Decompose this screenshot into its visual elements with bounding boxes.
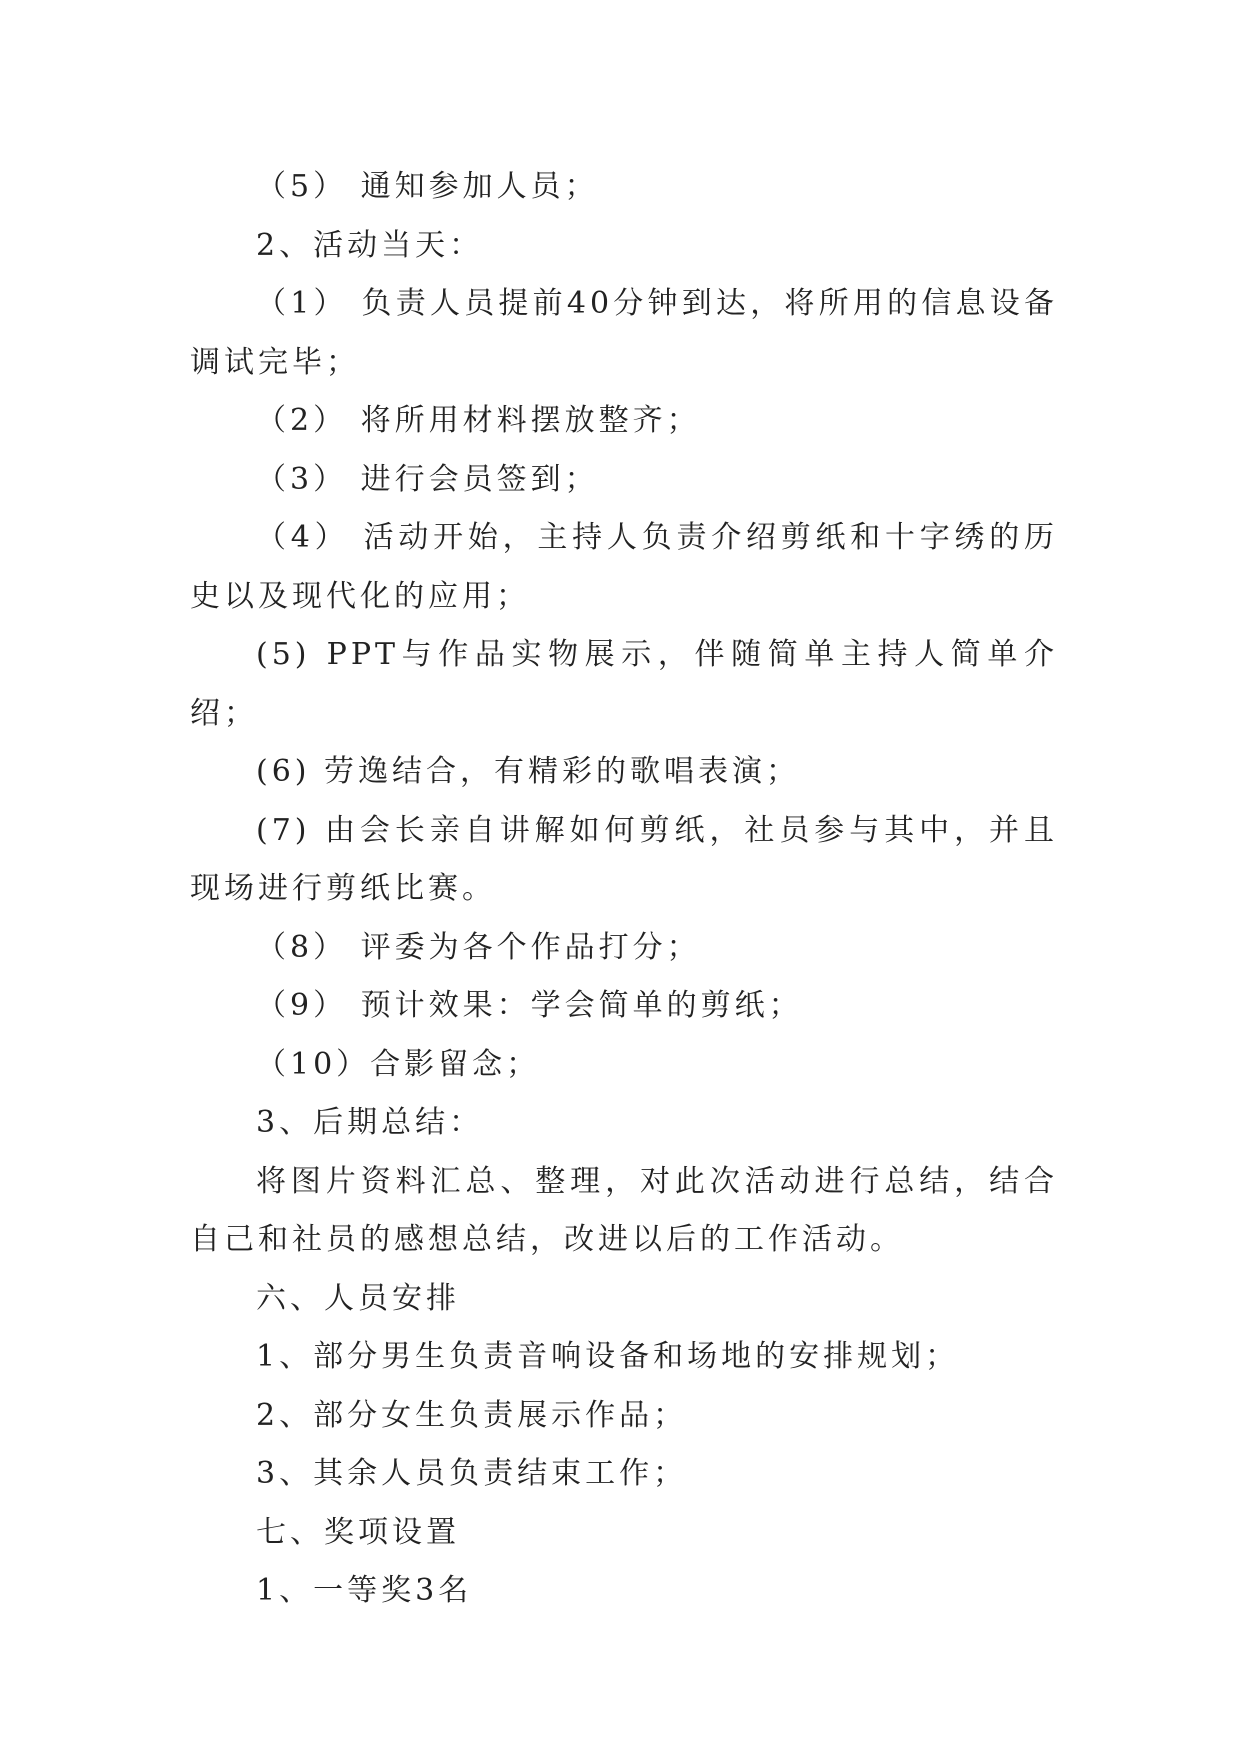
section-activity-day: 2、活动当天： (256, 227, 484, 263)
paragraph-staff-3: 3、其余人员负责结束工作； (256, 1456, 688, 1491)
paragraph-item-4-start: （4） 活动开始，主持人负责介绍剪纸和十字绣的历史以及现代化的应用； (190, 520, 1058, 614)
paragraph-item-2-materials: （2） 将所用材料摆放整齐； (256, 403, 701, 438)
paragraph-award-1: 1、一等奖3名 (256, 1573, 473, 1608)
paragraph-item-7-papercut: (7) 由会长亲自讲解如何剪纸，社员参与其中，并且现场进行剪纸比赛。 (190, 812, 1058, 906)
paragraph-item-5-ppt: (5) PPT与作品实物展示，伴随简单主持人简单介绍； (190, 637, 1058, 731)
paragraph-staff-2: 2、部分女生负责展示作品； (256, 1397, 688, 1433)
paragraph-item-9-effect: （9） 预计效果：学会简单的剪纸； (256, 988, 803, 1023)
paragraph-summary-text: 将图片资料汇总、整理，对此次活动进行总结，结合自己和社员的感想总结，改进以后的工作活动。 (190, 1163, 1058, 1257)
paragraph-item-6-performance: (6) 劳逸结合，有精彩的歌唱表演； (256, 754, 801, 789)
paragraph-item-10-photo: （10）合影留念； (256, 1046, 541, 1082)
paragraph-item-8-judging: （8） 评委为各个作品打分； (256, 929, 701, 965)
paragraph-staff-1: 1、部分男生负责音响设备和场地的安排规划； (256, 1339, 960, 1374)
section-summary: 3、后期总结： (256, 1105, 484, 1140)
paragraph-item-5-notify: （5） 通知参加人员； (256, 169, 599, 204)
paragraph-item-1-arrive: （1） 负责人员提前40分钟到达，将所用的信息设备调试完毕； (190, 286, 1058, 380)
paragraph-item-3-signin: （3） 进行会员签到； (256, 461, 599, 497)
section-staff-arrangement: 六、人员安排 (256, 1280, 460, 1316)
document-body (190, 158, 1058, 1621)
section-awards: 七、奖项设置 (256, 1514, 460, 1550)
